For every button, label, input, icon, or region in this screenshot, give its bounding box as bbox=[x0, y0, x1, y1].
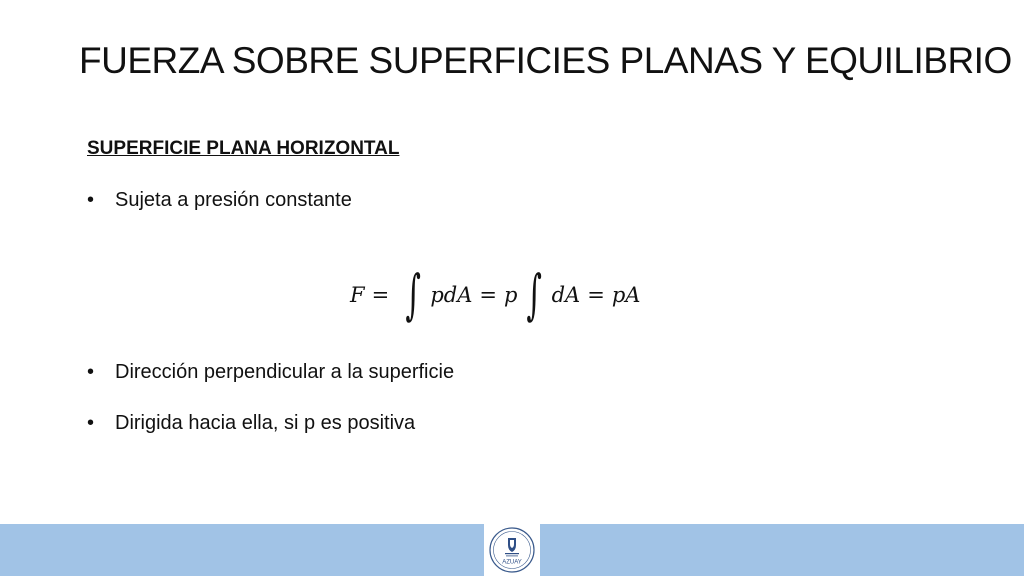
equation-rhs: pA bbox=[611, 283, 641, 307]
bullet-glyph: • bbox=[87, 361, 95, 383]
bullet-text: Sujeta a presión constante bbox=[115, 189, 352, 211]
bullet-item bbox=[87, 189, 352, 212]
bullet-item bbox=[87, 412, 415, 435]
equals-sign: = bbox=[371, 283, 390, 307]
integral-sign: ∫ bbox=[526, 263, 543, 326]
force-equation bbox=[350, 262, 640, 328]
bullet-glyph: • bbox=[87, 189, 95, 211]
university-logo bbox=[484, 524, 540, 576]
equation-coef: p bbox=[504, 283, 518, 307]
bullet-text: Dirigida hacia ella, si p es positiva bbox=[115, 412, 416, 434]
section-heading: SUPERFICIE PLANA HORIZONTAL bbox=[87, 138, 400, 159]
equation-term1: pdA bbox=[430, 283, 473, 307]
integral-sign: ∫ bbox=[405, 263, 421, 326]
equation-lhs: F bbox=[350, 283, 365, 307]
bullet-item bbox=[87, 361, 454, 384]
svg-text:AZUAY: AZUAY bbox=[502, 559, 522, 566]
equals-sign: = bbox=[587, 283, 605, 307]
equals-sign: = bbox=[479, 283, 497, 307]
slide-title: FUERZA SOBRE SUPERFICIES PLANAS Y EQUILIBRIO bbox=[79, 40, 1012, 81]
bullet-glyph: • bbox=[87, 412, 95, 434]
bullet-text: Dirección perpendicular a la superficie bbox=[115, 361, 455, 383]
equation-term2: dA bbox=[551, 283, 581, 307]
university-seal-icon bbox=[488, 526, 536, 574]
